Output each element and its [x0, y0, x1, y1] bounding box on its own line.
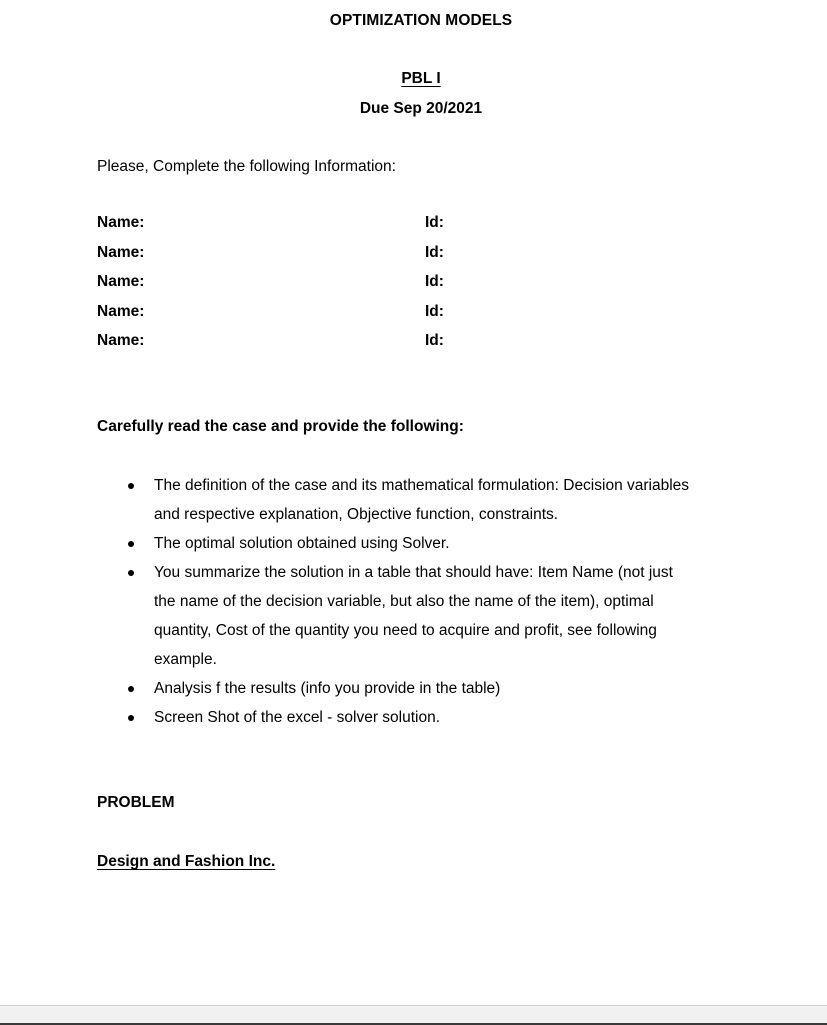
bullet-icon	[128, 686, 134, 692]
list-item-line: You summarize the solution in a table that should have: Item Name (not just	[154, 564, 673, 581]
section-heading: Carefully read the case and provide the following:	[97, 418, 464, 435]
name-label: Name:	[97, 332, 145, 349]
name-label: Name:	[97, 243, 145, 261]
list-item-line: quantity, Cost of the quantity you need to acquire and profit, see following	[154, 622, 657, 639]
name-label: Name:	[97, 273, 145, 290]
student-info-list	[97, 214, 597, 362]
id-label: Id:	[425, 273, 444, 290]
student-info-row	[97, 332, 597, 362]
list-item-line: example.	[154, 651, 217, 668]
id-label: Id:	[425, 243, 444, 261]
bullet-icon	[128, 541, 134, 547]
student-info-row	[97, 214, 597, 244]
page-bottom-edge	[0, 1005, 827, 1025]
case-title: Design and Fashion Inc.	[97, 853, 276, 870]
due-date: Due Sep 20/2021	[359, 100, 483, 117]
list-item	[128, 558, 748, 674]
bullet-icon	[128, 483, 134, 489]
list-item	[128, 703, 748, 732]
id-label: Id:	[425, 302, 444, 320]
id-label: Id:	[425, 332, 444, 349]
name-label: Name:	[97, 214, 145, 231]
student-info-row	[97, 303, 597, 333]
list-item-line: Screen Shot of the excel - solver solution.	[154, 709, 441, 726]
id-label: Id:	[425, 214, 444, 231]
bullet-icon	[128, 715, 134, 721]
document-title: OPTIMIZATION MODELS	[329, 12, 513, 29]
name-label: Name:	[97, 302, 145, 320]
list-item	[128, 529, 748, 558]
list-item-line: and respective explanation, Objective function, constraints.	[154, 506, 559, 523]
bullet-icon	[128, 570, 134, 576]
problem-heading: PROBLEM	[97, 794, 175, 811]
pbl-label: PBL I	[401, 70, 441, 87]
list-item-line: Analysis f the results (info you provide in the table)	[154, 680, 501, 697]
student-info-row	[97, 273, 597, 303]
list-item	[128, 471, 748, 529]
student-info-row	[97, 244, 597, 274]
list-item-line: the name of the decision variable, but also the name of the item), optimal	[154, 593, 654, 610]
instruction-text: Please, Complete the following Information:	[97, 158, 396, 175]
list-item-line: The optimal solution obtained using Solver.	[154, 535, 450, 552]
list-item-line: The definition of the case and its mathematical formulation: Decision variables	[154, 477, 690, 494]
pbl-heading	[0, 70, 827, 88]
requirements-list	[128, 471, 748, 732]
list-item	[128, 674, 748, 703]
